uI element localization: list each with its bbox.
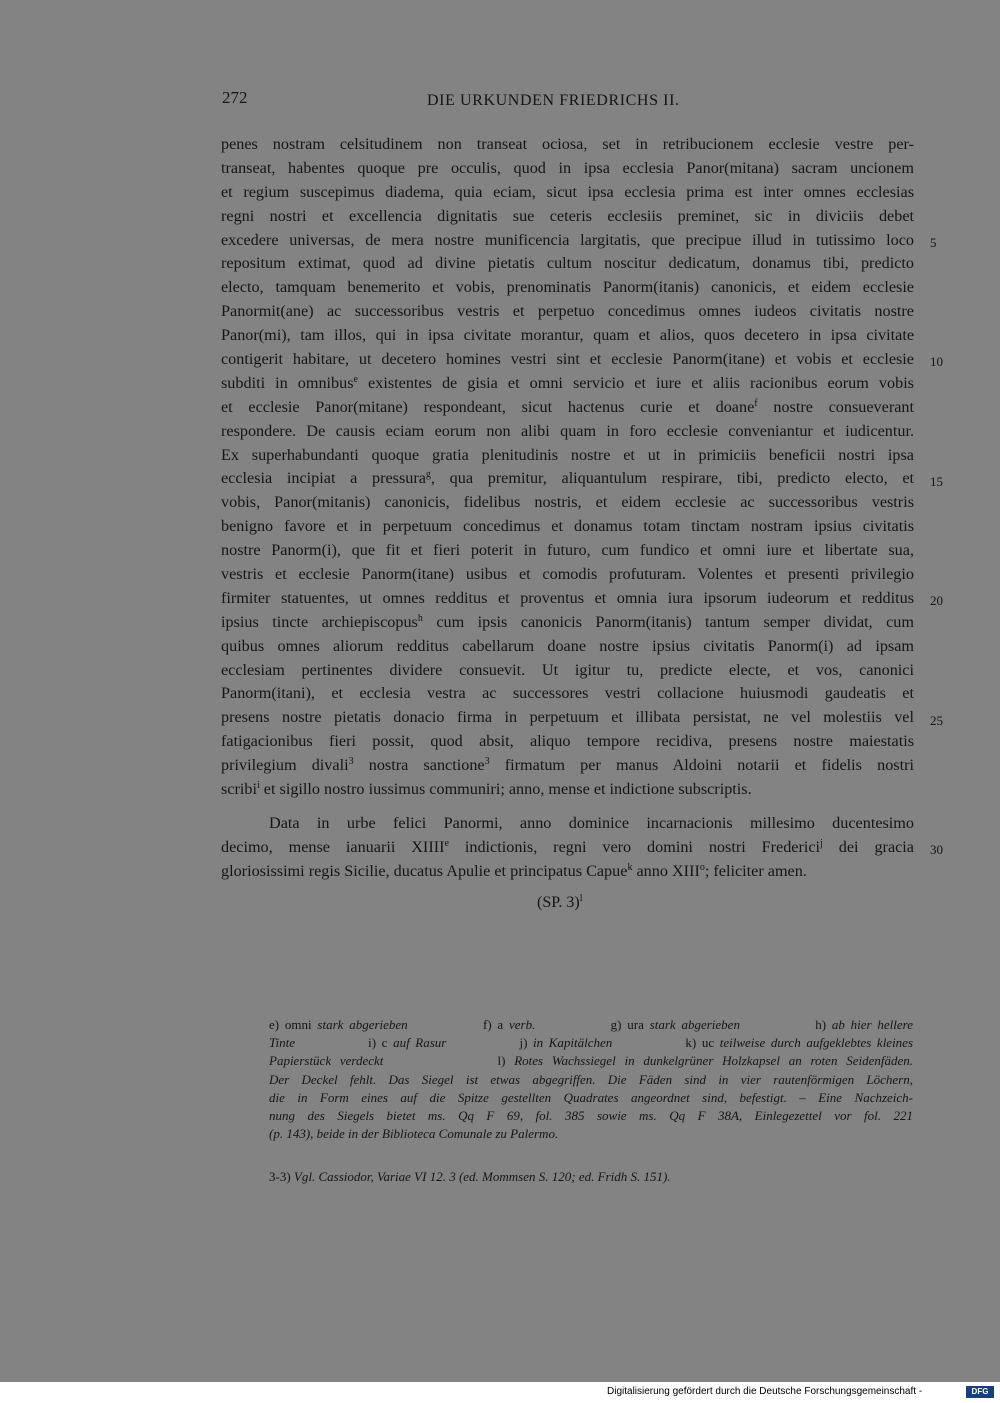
footnote-line: Der Deckel fehlt. Das Siegel ist etwas abgegriffen. Die Fäden sind in vier rautenförmigen Löchern, [269,1071,913,1087]
text-line: nostre Panorm(i), que fit et fieri poterit in futuro, cum fundico et omni iure et libertate sua, [221,541,914,560]
text-segment: , qua premitur, aliquantulum respirare, tibi, predicto electo, et [430,469,915,488]
line-number: 15 [930,474,943,489]
footnote-text: verb. [509,1017,536,1032]
page-number: 272 [222,88,248,107]
text-line [221,860,914,884]
text-segment: gloriosissimi regis Sicilie, ducatus Apulie et principatus Capue [221,861,628,880]
footnote-label: g) ura [610,1017,650,1032]
text-line: regni nostri et excellencia dignitatis sue ceteris ecclesiis preminet, sic in diviciis debet [221,206,914,225]
text-line: excedere universas, de mera nostre munificencia largitatis, que precipue illud in tutissimo loco [221,230,914,249]
text-line: electo, tamquam benemerito et vobis, prenominatis Panorm(itanis) canonicis, et eidem ecclesie [221,278,914,297]
text-line: Data in urbe felici Panormi, anno dominice incarnacionis millesimo ducentesimo [269,813,914,832]
funding-credit: Digitalisierung gefördert durch die Deutsche Forschungsgemeinschaft - [607,1386,923,1397]
line-number: 25 [930,713,943,728]
text-segment: cum ipsis canonicis Panorm(itanis) tantum semper dividat, cum [422,612,914,631]
footnote-mark: h [417,612,423,624]
footnote-label: l) [497,1053,515,1069]
text-line: benigno favore et in perpetuum concedimus et donamus totam tinctam nostram ipsius civitatis [221,517,914,536]
footnote-mark: e [444,837,449,849]
text-line: Panor(mi), tam illos, qui in ipsa civitate morantur, quam et alios, quos decetero in ipsa civitate [221,326,914,345]
footnote-mark: j [820,837,823,849]
dfg-logo: DFG [966,1386,994,1398]
signum-text: (SP. 3) [537,894,580,911]
source-note-label: 3-3) [269,1169,294,1184]
footnote-label: k) uc [685,1035,720,1051]
footnote-text: in Kapitälchen [533,1035,613,1051]
text-line: fatigacionibus fieri possit, quod absit, aliquo tempore recidiva, presens nostre maiestatis [221,732,914,751]
paragraph-gap [221,802,914,812]
text-segment: nostra sanctione [353,756,485,775]
footnote-mark: o [699,861,705,873]
text-line: ecclesiam pertinentes dividere consuevit. Ut igitur tu, predicte electe, et vos, canonici [221,660,914,679]
footnote-text: teilweise durch aufgeklebtes kleines [719,1035,914,1051]
footnote-line [269,1034,913,1052]
text-segment: privilegium divali [221,756,349,775]
text-line: penes nostram celsitudinem non transeat ociosa, set in retribucionem ecclesie vestre per- [221,135,914,153]
text-line [221,778,914,802]
text-line [221,467,914,491]
text-line: vobis, Panor(mitanis) canonicis, fidelibus nostris, et eidem ecclesie ac successoribus vestris [221,493,914,512]
footnote-mark: f [754,397,758,409]
text-segment: indictionis, regni vero domini nostri Frederici [448,837,821,856]
text-line: vestris et ecclesie Panorm(itane) usibus et comodis profuturam. Volentes et presenti privilegio [221,565,914,584]
text-segment: existentes de gisia et omni servicio et iure et aliis racionibus eorum vobis [358,373,914,392]
footnote-mark: k [627,861,633,873]
footnote-text: auf Rasur [393,1035,447,1051]
line-number: 20 [930,593,943,608]
text-line: Panorm(itani), et ecclesia vestra ac successores vestri collacione huiusmodi gaudeatis et [221,684,914,703]
text-line: Panormit(ane) ac successoribus vestris et perpetuo concedimus omnes iudeos civitatis nostre [221,302,914,321]
footnote-label: e) omni [269,1017,318,1032]
line-number: 5 [930,235,937,250]
text-line [221,372,914,396]
footnote-line: die in Form eines auf die Spitze gestellten Quadrates angeordnet sind, befestigt. – Eine Nachzeich- [269,1089,913,1105]
footnote-text: Papierstück verdeckt [269,1053,384,1069]
text-line [221,396,914,420]
footnote-mark: e [353,373,358,385]
source-note [269,1168,789,1186]
text-line [221,611,914,635]
text-line: Ex superhabundanti quoque gratia plenitudinis nostre et ut in primiciis beneficii nostri ipsa [221,445,914,464]
text-segment: ecclesia incipiat a pressura [221,469,426,488]
signum-line [537,894,582,912]
footnote-text: Tinte [269,1035,296,1051]
text-line: quibus omnes aliorum redditus cabellarum doane nostre ipsius civitatis Panorm(i) ad ipsam [221,636,914,655]
text-line: firmiter statuentes, ut omnes redditus et proventus et omnia iura ipsorum iudeorum et redditus [221,588,914,607]
footnote-mark: g [425,469,431,481]
footnote-line: (p. 143), beide in der Biblioteca Comunale zu Palermo. [269,1126,559,1142]
footnote-text: stark abgerieben [317,1017,408,1032]
text-segment: anno XIII [632,861,700,880]
text-segment: scribi [221,780,257,799]
footnote-label: h) [815,1017,832,1032]
footnote-mark: i [256,780,260,792]
text-segment: firmatum per manus Aldoini notarii et fidelis nostri [489,756,914,775]
footnote-label: j) [519,1035,534,1051]
footnote-label: i) c [368,1035,394,1051]
footnote-label: f) a [482,1017,509,1032]
footnote-mark: 3 [348,756,354,768]
text-line: et regium suscepimus diadema, quia eciam, sicut ipsa ecclesia prima est inter omnes ecclesias [221,182,914,201]
text-line: transeat, habentes quoque pre occulis, quod in ipsa ecclesia Panor(mitana) sacram uncionem [221,158,914,177]
text-line: contigerit habitare, ut decetero homines vestri sint et ecclesie Panorm(itane) et vobis et ecclesie [221,350,914,369]
footnote-text: Rotes Wachssiegel in dunkelgrüner Holzkapsel an roten Seidenfäden. [514,1053,913,1069]
text-segment: ; feliciter amen. [704,861,807,880]
footnote-line [269,1016,913,1034]
text-line: presens nostre pietatis donacio firma in perpetuum et illibata persistat, ne vel molestiis vel [221,708,914,727]
text-segment: dei gracia [822,837,914,856]
footnote-line: nung des Siegels bietet ms. Qq F 69, fol. 385 sowie ms. Qq F 38A, Einlegezettel vor fol. 221 [269,1107,913,1123]
text-segment: et sigillo nostro iussimus communiri; anno, mense et indictione subscriptis. [259,780,752,799]
text-line: repositum extimat, quod ad divine pietatis cultum noscitur dedicatum, donamus tibi, predicto [221,254,914,273]
text-segment: et ecclesie Panor(mitane) respondeant, sicut hactenus curie et doane [221,397,755,416]
text-line [221,754,914,778]
footnote-text: ab hier hellere [831,1017,914,1032]
text-line: respondere. De causis eciam eorum non alibi quam in foro ecclesie conveniantur et iudicentur. [221,421,914,440]
text-segment: decimo, mense ianuarii XIIII [221,837,445,856]
charter-text [221,133,914,884]
text-segment: ipsius tincte archiepiscopus [221,612,418,631]
footnote-mark: 3 [484,756,490,768]
footnote-text: stark abgerieben [649,1017,740,1032]
footnote-block [269,1016,913,1143]
text-segment: nostre consueverant [757,397,914,416]
line-number: 10 [930,354,943,369]
text-segment: subditi in omnibus [221,373,354,392]
footnote-line [269,1052,913,1070]
running-title: DIE URKUNDEN FRIEDRICHS II. [427,92,680,109]
footnote-mark: l [579,893,583,904]
line-number: 30 [930,842,943,857]
text-line [221,836,914,860]
source-note-text: Vgl. Cassiodor, Variae VI 12. 3 (ed. Mommsen S. 120; ed. Fridh S. 151). [293,1169,671,1184]
